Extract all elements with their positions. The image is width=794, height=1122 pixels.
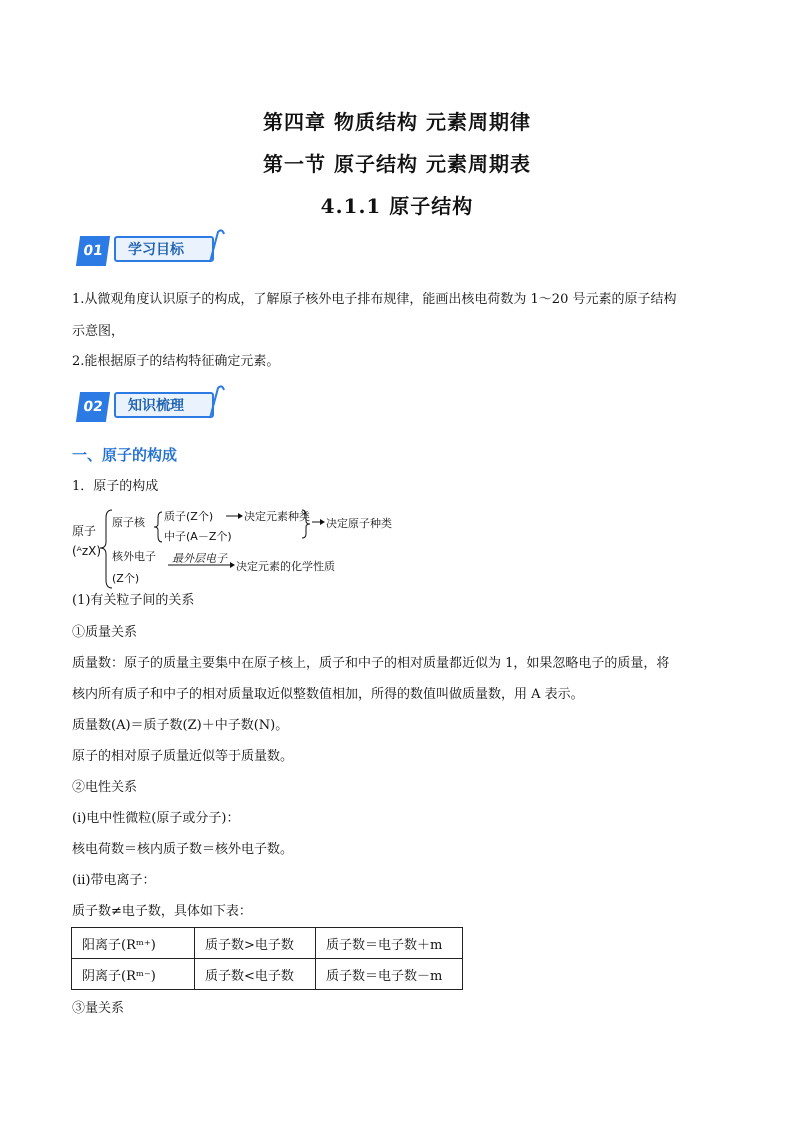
objective-line-3: 2.能根据原子的结构特征确定元素。 (72, 354, 280, 369)
text-line: 核内所有质子和中子的相对质量取近似整数值相加，所得的数值叫做质量数，用 A 表示。 (72, 687, 584, 702)
text-line: 核电荷数＝核内质子数＝核外电子数。 (72, 842, 294, 857)
atom-structure-diagram (72, 508, 432, 590)
diagram-electron-count: (Z个) (112, 572, 140, 585)
diagram-proton: 质子(Z个) (164, 510, 214, 523)
table-cell: 阴离子(Rᵐ⁻) (72, 959, 195, 990)
section-title: 第一节 原子结构 元素周期表 (263, 152, 531, 176)
table-cell: 阳离子(Rᵐ⁺) (72, 928, 195, 959)
text-line: (ii)带电离子： (72, 873, 156, 888)
text-line: ②电性关系 (72, 780, 138, 795)
badge-number: 02 (76, 392, 110, 422)
text-line: 原子的相对原子质量近似等于质量数。 (72, 749, 294, 764)
diagram-decide-element: 决定元素种类 (244, 510, 310, 523)
ribbon-curl-icon (206, 384, 226, 422)
section-heading: 一、原子的构成 (72, 446, 178, 464)
text-line: (1)有关粒子间的关系 (72, 593, 195, 608)
table-row (72, 928, 463, 959)
subsection-title: 4.1.1 原子结构 (320, 194, 474, 218)
diagram-outer-electron: 最外层电子 (172, 552, 227, 565)
ion-table (71, 927, 463, 990)
text-line: 质量数：原子的质量主要集中在原子核上，质子和中子的相对质量都近似为 1，如果忽略电子的质量，将 (72, 656, 670, 671)
text-line: 质子数≠电子数，具体如下表： (72, 904, 252, 919)
badge-number: 01 (76, 236, 110, 266)
text-line: (i)电中性微粒(原子或分子)： (72, 811, 240, 826)
table-row (72, 959, 463, 990)
badge-label: 知识梳理 (114, 392, 214, 418)
table-cell: 质子数>电子数 (195, 928, 316, 959)
diagram-nucleus: 原子核 (112, 516, 145, 529)
text-line: ③量关系 (72, 1001, 125, 1016)
formula-line: 质量数(A)＝质子数(Z)＋中子数(N)。 (72, 718, 289, 733)
diagram-atom: 原子 (72, 524, 97, 538)
diagram-decide-atom: 决定原子种类 (326, 517, 392, 530)
diagram-neutron: 中子(A－Z个) (164, 530, 232, 543)
table-cell: 质子数＝电子数＋m (316, 928, 463, 959)
diagram-symbol: (ᴬᴢX) (72, 544, 102, 558)
objective-line-1: 1.从微观角度认识原子的构成，了解原子核外电子排布规律，能画出核电荷数为 1～20 号元素的原子结构 (72, 292, 677, 307)
diagram-electron: 核外电子 (112, 550, 156, 563)
badge-label: 学习目标 (114, 236, 214, 262)
subheading: 1．原子的构成 (72, 479, 159, 494)
objective-line-2: 示意图， (72, 324, 125, 339)
ribbon-curl-icon (206, 228, 226, 266)
text-line: ①质量关系 (72, 625, 138, 640)
chapter-title: 第四章 物质结构 元素周期律 (263, 110, 531, 134)
diagram-decide-chem: 决定元素的化学性质 (236, 560, 335, 573)
table-cell: 质子数<电子数 (195, 959, 316, 990)
table-cell: 质子数＝电子数－m (316, 959, 463, 990)
